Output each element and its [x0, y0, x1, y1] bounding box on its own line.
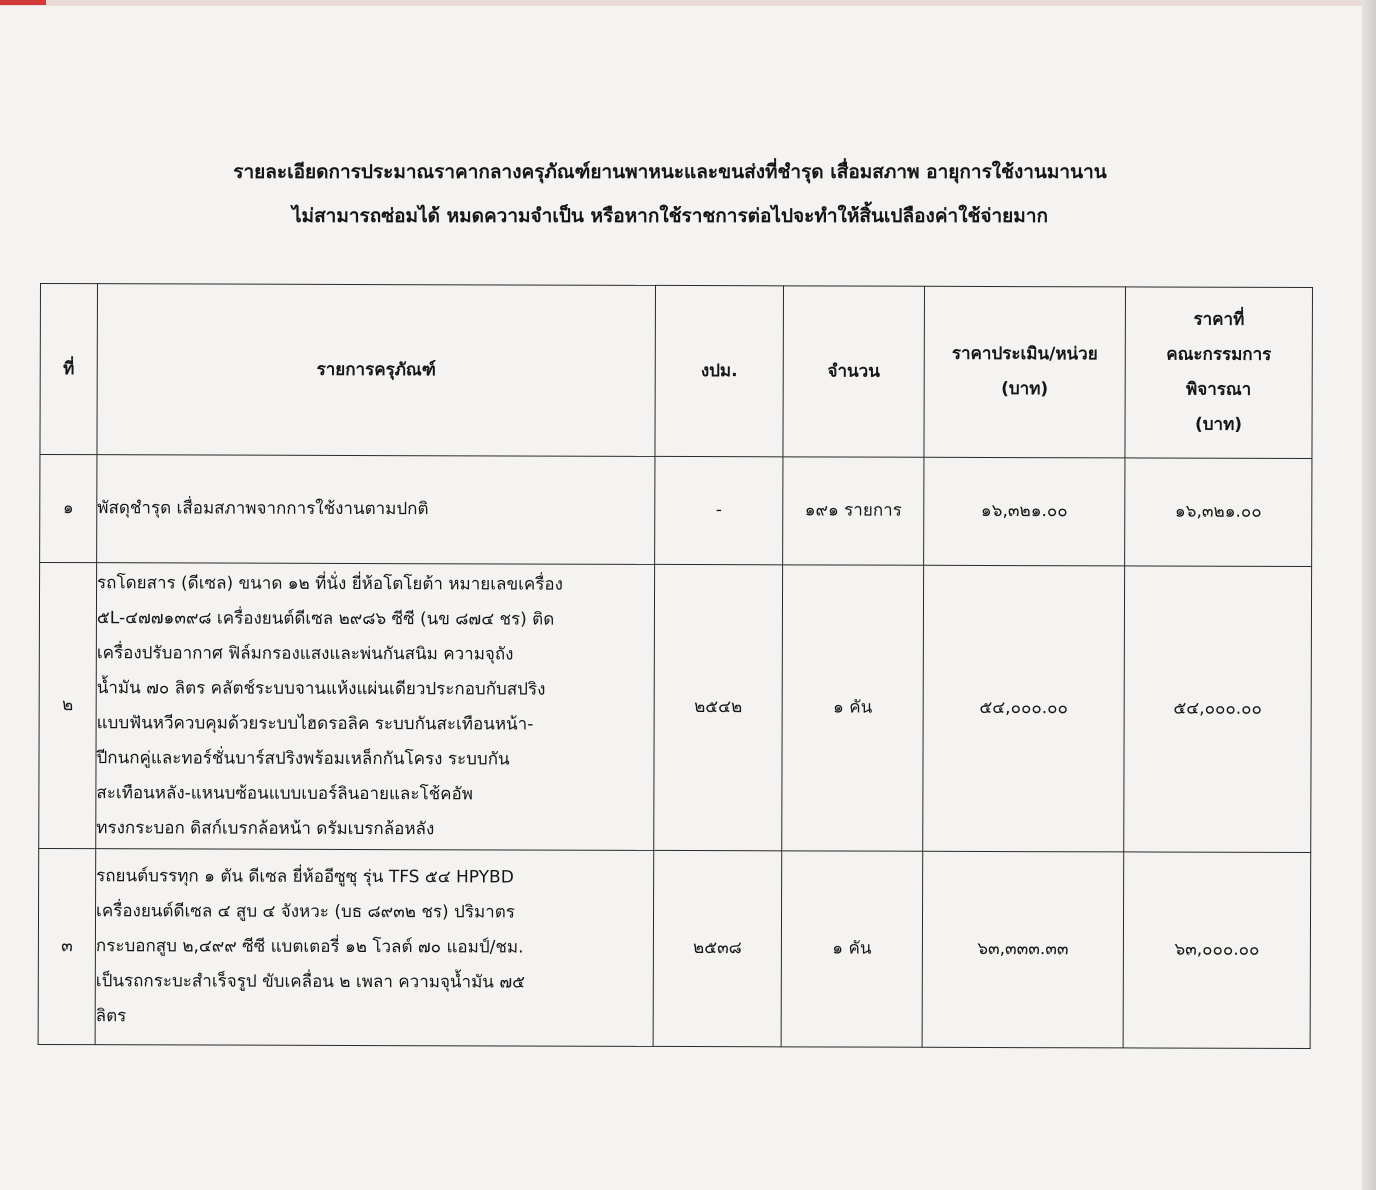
row-budget-year: - — [655, 456, 783, 564]
row-quantity: ๑๙๑ รายการ — [783, 457, 924, 565]
row-committee-price: ๑๖,๓๒๑.๐๐ — [1125, 458, 1312, 567]
row-committee-price: ๕๔,๐๐๐.๐๐ — [1124, 566, 1312, 853]
table-header-row — [40, 284, 1313, 459]
header-committee-price — [1125, 287, 1313, 459]
row-item-line: กระบอกสูบ ๒,๔๙๙ ซีซี แบตเตอรี่ ๑๒ โวลต์ ๗๐ แอมป์/ชม. — [95, 936, 524, 958]
red-edge-mark — [0, 0, 46, 5]
row-item: พัสดุชำรุด เสื่อมสภาพจากการใช้งานตามปกติ — [97, 455, 655, 565]
row-unit-price: ๑๖,๓๒๑.๐๐ — [924, 457, 1125, 566]
table-row — [40, 455, 1312, 567]
row-quantity: ๑ คัน — [781, 851, 923, 1047]
equipment-table — [38, 283, 1313, 1049]
document-title-line-1: รายละเอียดการประมาณราคากลางครุภัณฑ์ยานพาหนะและขนส่งที่ชำรุด เสื่อมสภาพ อายุการใช้งานมานาน — [233, 161, 1107, 183]
page-right-edge — [1362, 0, 1376, 1190]
header-unit-price — [924, 286, 1126, 458]
row-budget-year: ๒๕๓๘ — [653, 850, 782, 1046]
row-item-line: เครื่องปรับอากาศ ฟิล์มกรองแสงและพ่นกันสนิม ความจุถัง — [96, 642, 514, 664]
row-item-line: เป็นรถกระบะสำเร็จรูป ขับเคลื่อน ๒ เพลา ความจุน้ำมัน ๗๕ — [95, 971, 526, 993]
row-item-line: รถยนต์บรรทุก ๑ ตัน ดีเซล ยี่ห้ออีซูซุ รุ่น TFS ๕๔ HPYBD — [96, 866, 514, 888]
row-committee-price: ๖๓,๐๐๐.๐๐ — [1123, 852, 1311, 1049]
row-item-line: รถโดยสาร (ดีเซล) ขนาด ๑๒ ที่นั่ง ยี่ห้อโตโยต้า หมายเลขเครื่อง — [97, 572, 563, 595]
row-unit-price: ๕๔,๐๐๐.๐๐ — [923, 565, 1125, 852]
row-item-line: ทรงกระบอก ดิสก์เบรกล้อหน้า ดรัมเบรกล้อหลัง — [96, 817, 435, 839]
row-item-line: ปีกนกคู่และทอร์ชั่นบาร์สปริงพร้อมเหล็กกันโครง ระบบกัน — [96, 747, 510, 769]
document-title-line-2: ไม่สามารถซ่อมได้ หมดความจำเป็น หรือหากใช้ราชการต่อไปจะทำให้สิ้นเปลืองค่าใช้จ่ายมาก — [291, 205, 1049, 227]
row-unit-price: ๖๓,๓๓๓.๓๓ — [922, 851, 1124, 1048]
row-no: ๒ — [39, 563, 97, 849]
row-item-line: สะเทือนหลัง-แหนบซ้อนแบบเบอร์ลินอายและโช้คอัพ — [96, 782, 473, 804]
header-item: รายการครุภัณฑ์ — [97, 284, 656, 457]
row-item-line: ๕L-๔๗๗๑๓๙๘ เครื่องยนต์ดีเซล ๒๙๘๖ ซีซี (นข ๘๗๔ ชร) ติด — [96, 607, 555, 630]
header-quantity: จำนวน — [783, 286, 925, 457]
row-quantity: ๑ คัน — [782, 565, 924, 851]
header-committee-line-4: (บาท) — [1194, 414, 1243, 435]
row-no: ๓ — [38, 848, 96, 1044]
header-committee-line-2: คณะกรรมการ — [1166, 344, 1272, 365]
header-committee-line-1: ราคาที่ — [1193, 309, 1245, 330]
header-no: ที่ — [40, 284, 98, 455]
row-budget-year: ๒๕๔๒ — [654, 564, 783, 850]
row-item-line: น้ำมัน ๗๐ ลิตร คลัตช์ระบบจานแห้งแผ่นเดียวประกอบกับสปริง — [96, 677, 546, 700]
row-item — [95, 849, 654, 1047]
header-unit-price-line-1: ราคาประเมิน/หน่วย — [951, 343, 1098, 365]
row-item — [96, 563, 655, 851]
row-no: ๑ — [40, 455, 97, 563]
row-item-line: ลิตร — [95, 1006, 127, 1027]
row-item-line: เครื่องยนต์ดีเซล ๔ สูบ ๔ จังหวะ (บธ ๘๙๓๒ ชร) ปริมาตร — [95, 901, 515, 923]
header-budget-year: งปม. — [655, 285, 784, 456]
page-top-edge — [0, 0, 1376, 6]
header-committee-line-3: พิจารณา — [1186, 379, 1252, 400]
table-row — [38, 848, 1311, 1048]
table-row — [39, 563, 1312, 853]
row-item-line: แบบฟันหวีควบคุมด้วยระบบไฮดรอลิค ระบบกันสะเทือนหน้า- — [96, 712, 534, 735]
header-unit-price-line-2: (บาท) — [1001, 379, 1049, 400]
